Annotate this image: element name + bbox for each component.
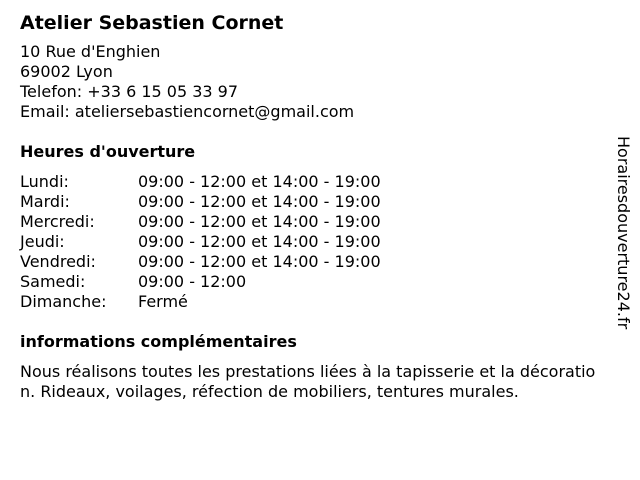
hours-time: 09:00 - 12:00 et 14:00 - 19:00 bbox=[138, 192, 381, 211]
business-info bbox=[20, 10, 610, 402]
address-city: 69002 Lyon bbox=[20, 62, 113, 81]
email: Email: ateliersebastiencornet@gmail.com bbox=[20, 102, 355, 121]
hours-day: Jeudi: bbox=[20, 232, 65, 251]
business-name: Atelier Sebastien Cornet bbox=[20, 12, 284, 34]
opening-hours-heading: Heures d'ouverture bbox=[20, 142, 196, 161]
opening-hours-table bbox=[20, 172, 610, 312]
hours-time: 09:00 - 12:00 et 14:00 - 19:00 bbox=[138, 232, 381, 251]
hours-time: 09:00 - 12:00 et 14:00 - 19:00 bbox=[138, 212, 381, 231]
hours-row-friday bbox=[20, 252, 610, 272]
hours-time: 09:00 - 12:00 et 14:00 - 19:00 bbox=[138, 172, 381, 191]
hours-row-saturday bbox=[20, 272, 610, 292]
hours-row-sunday bbox=[20, 292, 610, 312]
hours-day: Dimanche: bbox=[20, 292, 107, 311]
hours-day: Mercredi: bbox=[20, 212, 95, 231]
hours-time: 09:00 - 12:00 bbox=[138, 272, 247, 291]
hours-day: Samedi: bbox=[20, 272, 86, 291]
hours-day: Mardi: bbox=[20, 192, 70, 211]
hours-day: Lundi: bbox=[20, 172, 69, 191]
hours-time: Fermé bbox=[138, 292, 188, 311]
hours-row-monday bbox=[20, 172, 610, 192]
hours-day: Vendredi: bbox=[20, 252, 96, 271]
hours-time: 09:00 - 12:00 et 14:00 - 19:00 bbox=[138, 252, 381, 271]
address-street: 10 Rue d'Enghien bbox=[20, 42, 161, 61]
hours-row-thursday bbox=[20, 232, 610, 252]
additional-info-text: Nous réalisons toutes les prestations liées à la tapisserie et la décoration. Rideaux, voilages, réfection de mobiliers, tentures murales. bbox=[20, 362, 596, 401]
additional-info-heading: informations complémentaires bbox=[20, 332, 297, 351]
site-watermark: Horairesdouverture24.fr bbox=[614, 136, 633, 330]
hours-row-wednesday bbox=[20, 212, 610, 232]
hours-row-tuesday bbox=[20, 192, 610, 212]
phone: Telefon: +33 6 15 05 33 97 bbox=[20, 82, 239, 101]
